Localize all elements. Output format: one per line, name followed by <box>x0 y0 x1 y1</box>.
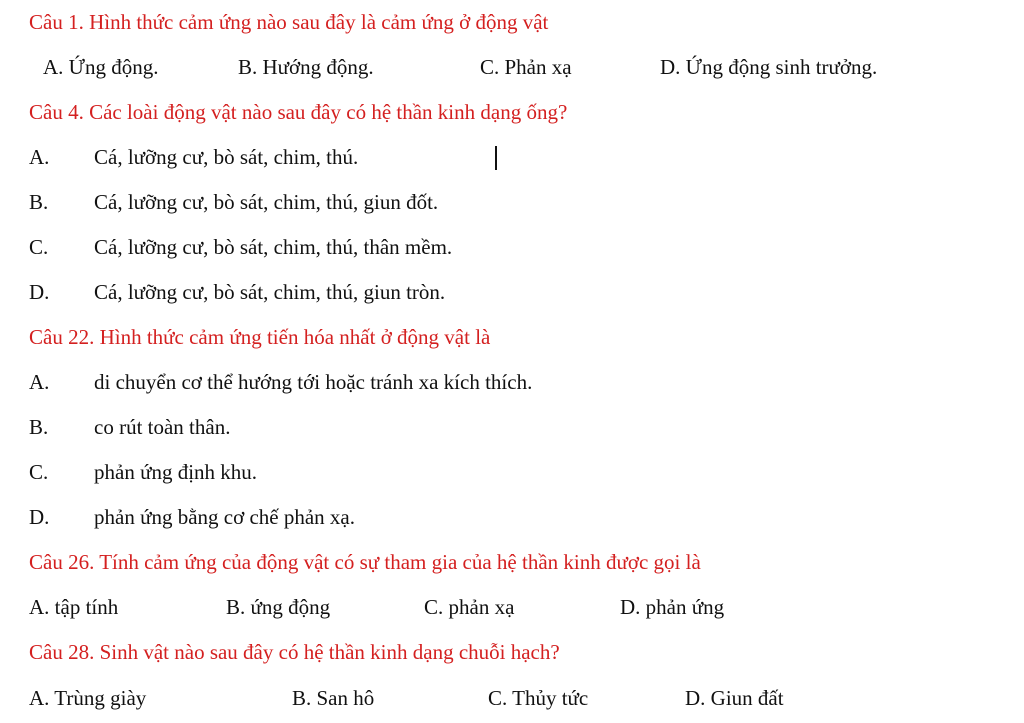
option-letter: A. <box>29 370 50 394</box>
question-22-title: Câu 22. Hình thức cảm ứng tiến hóa nhất ở động vật là <box>29 325 491 349</box>
text-cursor <box>495 146 497 170</box>
option-a: A. tập tính <box>29 595 119 619</box>
option-text: Cá, lưỡng cư, bò sát, chim, thú, giun đốt. <box>94 190 439 214</box>
option-c: C. Thủy tức <box>488 686 589 710</box>
option-letter: A. <box>29 145 50 169</box>
question-28-title: Câu 28. Sinh vật nào sau đây có hệ thần kinh dạng chuỗi hạch? <box>29 640 560 664</box>
option-a: A. Ứng động. <box>43 55 159 79</box>
option-text: phản ứng định khu. <box>94 460 258 484</box>
option-d: D. phản ứng <box>620 595 725 619</box>
option-letter: B. <box>29 190 49 214</box>
option-text: Cá, lưỡng cư, bò sát, chim, thú, thân mềm. <box>94 235 453 259</box>
option-text: di chuyển cơ thể hướng tới hoặc tránh xa kích thích. <box>94 370 533 394</box>
question-1-title: Câu 1. Hình thức cảm ứng nào sau đây là cảm ứng ở động vật <box>29 10 549 34</box>
option-letter: D. <box>29 280 50 304</box>
question-4-title: Câu 4. Các loài động vật nào sau đây có hệ thần kinh dạng ống? <box>29 100 568 124</box>
option-text: Cá, lưỡng cư, bò sát, chim, thú. <box>94 145 359 169</box>
option-text: co rút toàn thân. <box>94 415 231 439</box>
option-letter: B. <box>29 415 49 439</box>
option-b: B. San hô <box>292 686 375 710</box>
option-c: C. phản xạ <box>424 595 515 619</box>
option-text: Cá, lưỡng cư, bò sát, chim, thú, giun tròn. <box>94 280 446 304</box>
question-26-title: Câu 26. Tính cảm ứng của động vật có sự tham gia của hệ thần kinh được gọi là <box>29 550 701 574</box>
option-d: D. Giun đất <box>685 686 784 710</box>
option-letter: D. <box>29 505 50 529</box>
option-b: B. ứng động <box>226 595 331 619</box>
option-text: phản ứng bằng cơ chế phản xạ. <box>94 505 355 529</box>
option-a: A. Trùng giày <box>29 686 147 710</box>
option-b: B. Hướng động. <box>238 55 374 79</box>
option-letter: C. <box>29 235 49 259</box>
option-c: C. Phản xạ <box>480 55 572 79</box>
option-letter: C. <box>29 460 49 484</box>
option-d: D. Ứng động sinh trưởng. <box>660 55 878 79</box>
